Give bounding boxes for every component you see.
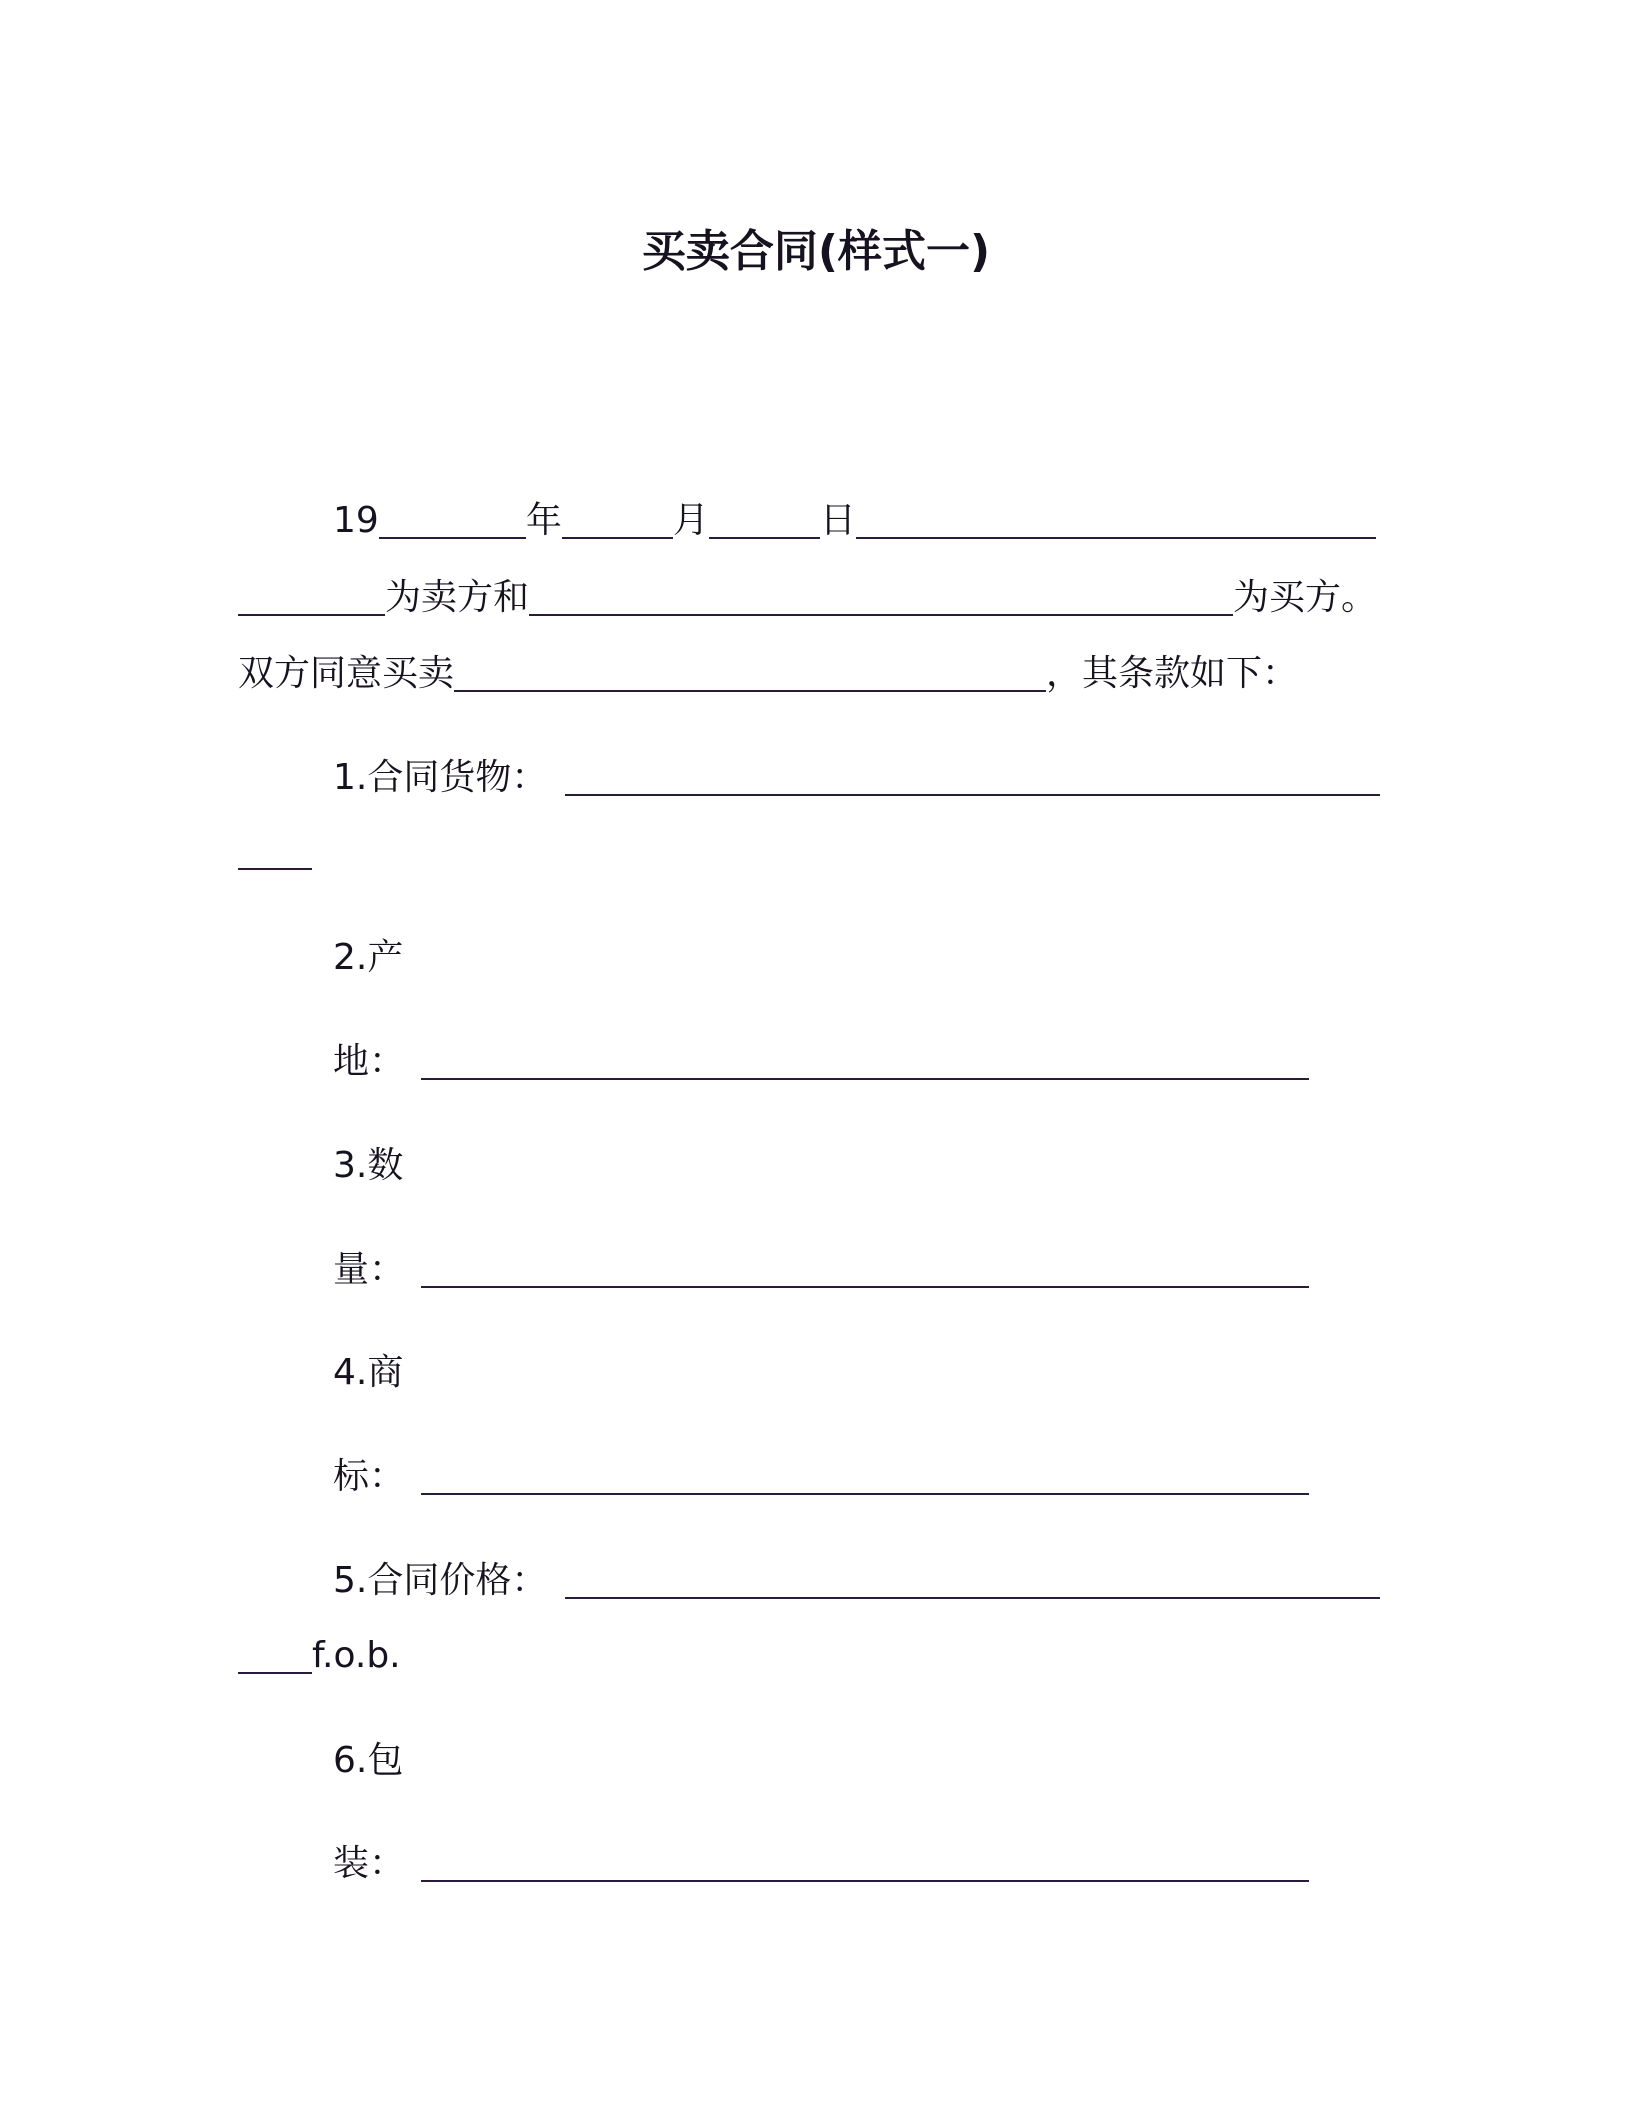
month-label: 月 bbox=[672, 500, 709, 541]
agree-prefix: 双方同意买卖 bbox=[238, 653, 455, 694]
buyer-label: 为买方。 bbox=[1233, 577, 1378, 618]
clause-trademark-label-b: 标： bbox=[333, 1456, 406, 1497]
clause-trademark-label-a: 4.商 bbox=[333, 1352, 404, 1393]
goods-blank-2[interactable] bbox=[238, 868, 312, 870]
day-blank[interactable] bbox=[709, 537, 820, 539]
goods-subject-blank[interactable] bbox=[454, 690, 1046, 692]
trademark-blank[interactable] bbox=[421, 1493, 1309, 1495]
clause-packing bbox=[333, 1735, 403, 1787]
clause-trademark-cont bbox=[333, 1451, 1309, 1503]
document-title: 买卖合同(样式一) bbox=[641, 226, 991, 277]
clause-goods bbox=[333, 752, 1380, 804]
clause-quantity-label-b: 量： bbox=[333, 1249, 406, 1290]
clause-packing-label-b: 装： bbox=[333, 1843, 406, 1884]
date-line bbox=[333, 495, 1376, 547]
clause-quantity bbox=[333, 1140, 403, 1192]
clause-packing-cont bbox=[333, 1838, 1309, 1890]
agree-suffix: ，其条款如下： bbox=[1046, 653, 1299, 694]
buyer-name-blank[interactable] bbox=[529, 614, 1233, 616]
price-term: f.o.b. bbox=[312, 1635, 401, 1676]
clause-price-cont bbox=[238, 1630, 401, 1682]
clause-origin bbox=[333, 932, 403, 984]
clause-price-label: 5.合同价格： bbox=[333, 1560, 548, 1601]
clause-packing-label-a: 6.包 bbox=[333, 1740, 404, 1781]
day-label: 日 bbox=[819, 500, 856, 541]
year-blank[interactable] bbox=[379, 537, 526, 539]
clause-origin-label-b: 地： bbox=[333, 1041, 406, 1082]
quantity-blank[interactable] bbox=[421, 1286, 1309, 1288]
year-label: 年 bbox=[525, 500, 562, 541]
clause-goods-label: 1.合同货物： bbox=[333, 757, 548, 798]
clause-quantity-cont bbox=[333, 1244, 1309, 1296]
month-blank[interactable] bbox=[562, 537, 673, 539]
clause-goods-cont bbox=[238, 826, 312, 878]
agreement-line bbox=[238, 648, 1298, 700]
seller-name-blank-2[interactable] bbox=[238, 614, 385, 616]
clause-origin-label-a: 2.产 bbox=[333, 937, 404, 978]
seller-name-blank-1[interactable] bbox=[856, 537, 1376, 539]
clause-price bbox=[333, 1555, 1380, 1607]
clause-trademark bbox=[333, 1347, 403, 1399]
clause-quantity-label-a: 3.数 bbox=[333, 1145, 404, 1186]
price-blank-2[interactable] bbox=[238, 1672, 312, 1674]
clause-origin-cont bbox=[333, 1036, 1309, 1088]
goods-blank-1[interactable] bbox=[565, 794, 1380, 796]
parties-line bbox=[238, 572, 1377, 624]
seller-label: 为卖方和 bbox=[385, 577, 530, 618]
packing-blank[interactable] bbox=[421, 1880, 1309, 1882]
year-prefix: 19 bbox=[333, 500, 379, 541]
price-blank-1[interactable] bbox=[565, 1597, 1380, 1599]
origin-blank[interactable] bbox=[421, 1078, 1309, 1080]
